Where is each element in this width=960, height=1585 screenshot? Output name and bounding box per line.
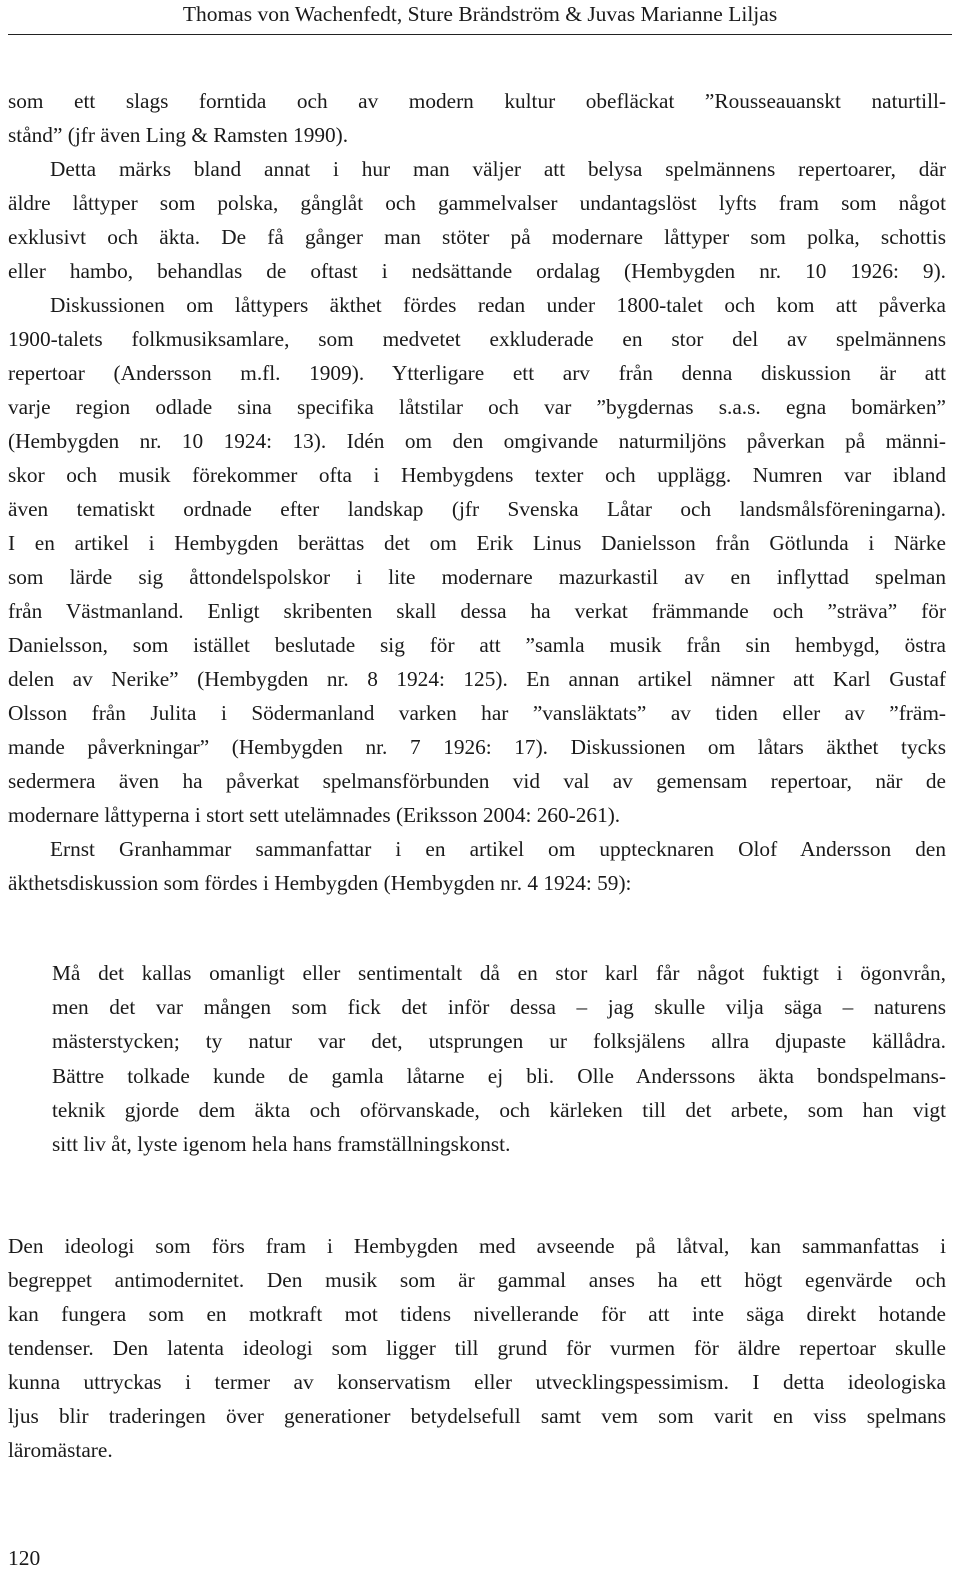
text-line: Den ideologi som förs fram i Hembygden med avseende på låtval, kan sammanfattas i [8,1234,946,1258]
text-line: kunna uttryckas i termer av konservatism eller utvecklingspessimism. I detta ideologiska [8,1370,946,1394]
text-line: Danielsson, som istället beslutade sig för att ”samla musik från sin hembygd, östra [8,633,946,657]
text-line: ljus blir traderingen över generationer betydelsefull samt vem som varit en viss spelmans [8,1404,946,1428]
text-line: begreppet antimodernitet. Den musik som är gammal anses ha ett högt egenvärde och [8,1268,946,1292]
text-line: Ernst Granhammar sammanfattar i en artikel om upptecknaren Olof Andersson den [50,837,946,861]
text-line: varje region odlade sina specifika låtstilar och var ”bygdernas s.a.s. egna bomärken” [8,395,946,419]
text-line: kan fungera som en motkraft mot tidens nivellerande för att inte säga direkt hotande [8,1302,946,1326]
text-line: äkthetsdiskussion som fördes i Hembygden (Hembygden nr. 4 1924: 59): [8,871,632,895]
text-line: som ett slags forntida och av modern kultur obefläckat ”Rousseauanskt naturtill- [8,89,946,113]
text-line: skor och musik förekommer ofta i Hembygdens texter och upplägg. Numren var ibland [8,463,946,487]
text-line: som lärde sig åttondelspolskor i lite modernare mazurkastil av en inflyttad spelman [8,565,946,589]
text-line: från Västmanland. Enligt skribenten skall dessa ha verkat främmande och ”sträva” för [8,599,946,623]
body-paragraph-bottom [8,1229,946,1467]
text-line: mande påverkningar” (Hembygden nr. 7 1926: 17). Diskussionen om låtars äkthet tycks [8,735,946,759]
body-paragraphs-top [8,84,946,900]
text-line: även tematiskt ordnade efter landskap (jfr Svenska Låtar och landsmålsföreningarna). [8,497,946,521]
text-line: läromästare. [8,1438,113,1462]
quote-line: mästerstycken; ty natur var det, utsprungen ur folksjälens allra djupaste källådra. [52,1029,946,1054]
text-line: repertoar (Andersson m.fl. 1909). Ytterligare ett arv från denna diskussion är att [8,361,946,385]
block-quote [52,956,946,1161]
quote-line: Må det kallas omanligt eller sentimentalt då en stor karl får något fuktigt i ögonvrån, [52,961,946,985]
text-line: Diskussionen om låttypers äkthet fördes redan under 1800-talet och kom att påverka [50,293,946,317]
quote-line: Bättre tolkade kunde de gamla låtarne ej bli. Olle Anderssons äkta bondspelmans- [52,1063,946,1088]
quote-line: men det var mången som fick det inför dessa – jag skulle vilja säga – naturens [52,995,946,1020]
header-rule [8,34,952,35]
text-line: sedermera även ha påverkat spelmansförbunden vid val av gemensam repertoar, när de [8,769,946,793]
text-line: (Hembygden nr. 10 1924: 13). Idén om den omgivande naturmiljöns påverkan på männi- [8,429,946,453]
text-line: tendenser. Den latenta ideologi som ligger till grund för vurmen för äldre repertoar skulle [8,1336,946,1360]
text-line: eller hambo, behandlas de oftast i nedsättande ordalag (Hembygden nr. 10 1926: 9). [8,259,946,283]
text-line: exklusivt och äkta. De få gånger man stöter på modernare låttyper som polka, schottis [8,225,946,249]
text-line: modernare låttyperna i stort sett utelämnades (Eriksson 2004: 260-261). [8,803,621,827]
page-number: 120 [8,1546,41,1570]
text-line: Detta märks bland annat i hur man väljer att belysa spelmännens repertoarer, där [50,157,946,181]
text-line: Olsson från Julita i Södermanland varken har ”vansläktats” av tiden eller av ”främ- [8,701,946,725]
quote-line: teknik gjorde dem äkta och oförvanskade, och kärleken till det arbete, som han vigt [52,1097,946,1122]
text-line: stånd” (jfr även Ling & Ramsten 1990). [8,123,349,147]
text-line: I en artikel i Hembygden berättas det om Erik Linus Danielsson från Götlunda i Närke [8,531,946,555]
quote-line: sitt liv åt, lyste igenom hela hans framställningskonst. [52,1132,511,1157]
text-line: äldre låttyper som polska, gånglåt och gammelvalser undantagslöst lyfts fram som något [8,191,946,215]
running-head: Thomas von Wachenfedt, Sture Brändström & Juvas Marianne Liljas [182,2,778,26]
text-line: delen av Nerike” (Hembygden nr. 8 1924: 125). En annan artikel nämner att Karl Gustaf [8,667,946,691]
text-line: 1900-talets folkmusiksamlare, som medvetet exkluderade en stor del av spelmännens [8,327,946,351]
